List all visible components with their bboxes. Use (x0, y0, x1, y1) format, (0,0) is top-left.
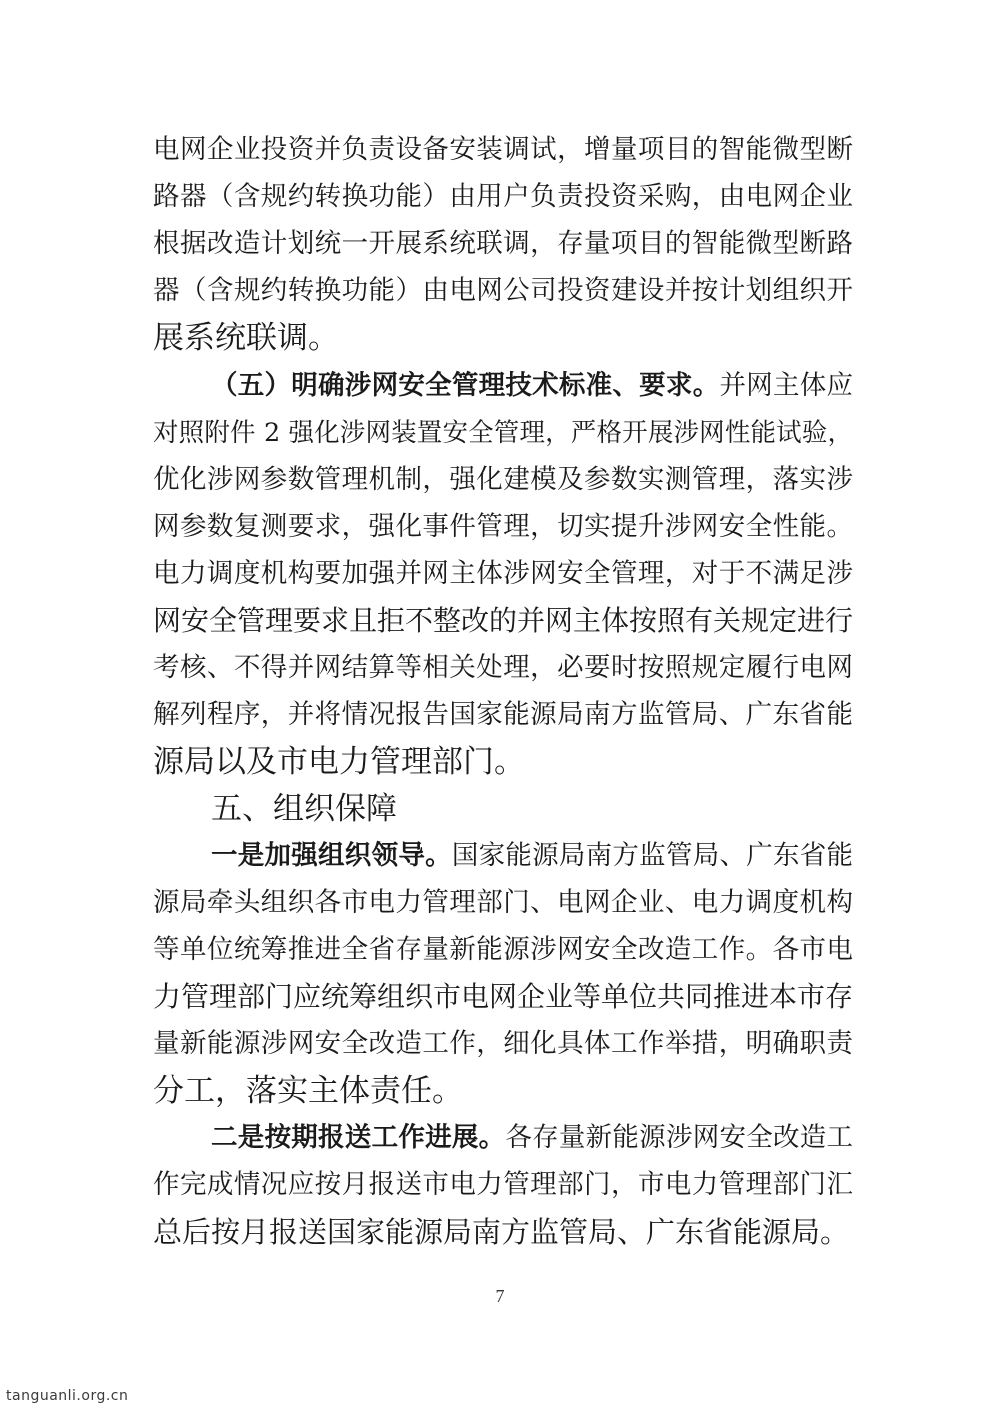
page-number: 7 (495, 1286, 505, 1306)
paragraph-lead: 一是加强组织领导。 (211, 840, 452, 871)
text-line: 对照附件 2 强化涉网装置安全管理，严格开展涉网性能试验， (153, 418, 853, 448)
paragraph-first-line (211, 1118, 853, 1158)
text-line: 优化涉网参数管理机制，强化建模及参数实测管理，落实涉 (153, 464, 853, 495)
section-heading: 五、组织保障 (211, 791, 397, 827)
text-line: 网安全管理要求且拒不整改的并网主体按照有关规定进行 (153, 604, 854, 637)
text-line: 展系统联调。 (153, 320, 339, 356)
text-line: 源局以及市电力管理部门。 (153, 744, 525, 780)
text-line: 考核、不得并网结算等相关处理，必要时按照规定履行电网 (153, 652, 853, 683)
text-line: 量新能源涉网安全改造工作，细化具体工作举措，明确职责 (153, 1028, 853, 1059)
text-line: 源局牵头组织各市电力管理部门、电网企业、电力调度机构 (153, 887, 853, 918)
paragraph-lead: 二是按期报送工作进展。 (211, 1122, 506, 1153)
paragraph-first-line (211, 836, 853, 876)
watermark-text: tanguanli.org.cn (6, 1388, 129, 1404)
text-line: 根据改造计划统一开展系统联调，存量项目的智能微型断路 (153, 228, 853, 259)
text-line: 等单位统筹推进全省存量新能源涉网安全改造工作。各市电 (153, 934, 853, 965)
text-line: 电力调度机构要加强并网主体涉网安全管理，对于不满足涉 (153, 558, 853, 589)
text-line: 器（含规约转换功能）由电网公司投资建设并按计划组织开 (153, 275, 853, 306)
text-line: 力管理部门应统筹组织市电网企业等单位共同推进本市存 (153, 980, 854, 1013)
text-line: 总后按月报送国家能源局南方监管局、广东省能源局。 (153, 1215, 850, 1249)
text-line: 电网企业投资并负责设备安装调试，增量项目的智能微型断 (153, 134, 853, 165)
text-line: 分工，落实主体责任。 (153, 1073, 463, 1109)
text-line: 解列程序，并将情况报告国家能源局南方监管局、广东省能 (153, 699, 853, 730)
paragraph-lead: （五）明确涉网安全管理技术标准、要求。 (211, 370, 720, 401)
paragraph-first-line (211, 366, 853, 406)
paragraph-lead-rest: 国家能源局南方监管局、广东省能 (451, 840, 854, 871)
text-line: 网参数复测要求，强化事件管理，切实提升涉网安全性能。 (153, 511, 853, 542)
text-line: 路器（含规约转换功能）由用户负责投资采购，由电网企业 (153, 181, 853, 212)
text-line: 作完成情况应按月报送市电力管理部门，市电力管理部门汇 (153, 1169, 853, 1200)
paragraph-lead-rest: 并网主体应 (719, 370, 854, 401)
paragraph-lead-rest: 各存量新能源涉网安全改造工 (505, 1122, 854, 1153)
